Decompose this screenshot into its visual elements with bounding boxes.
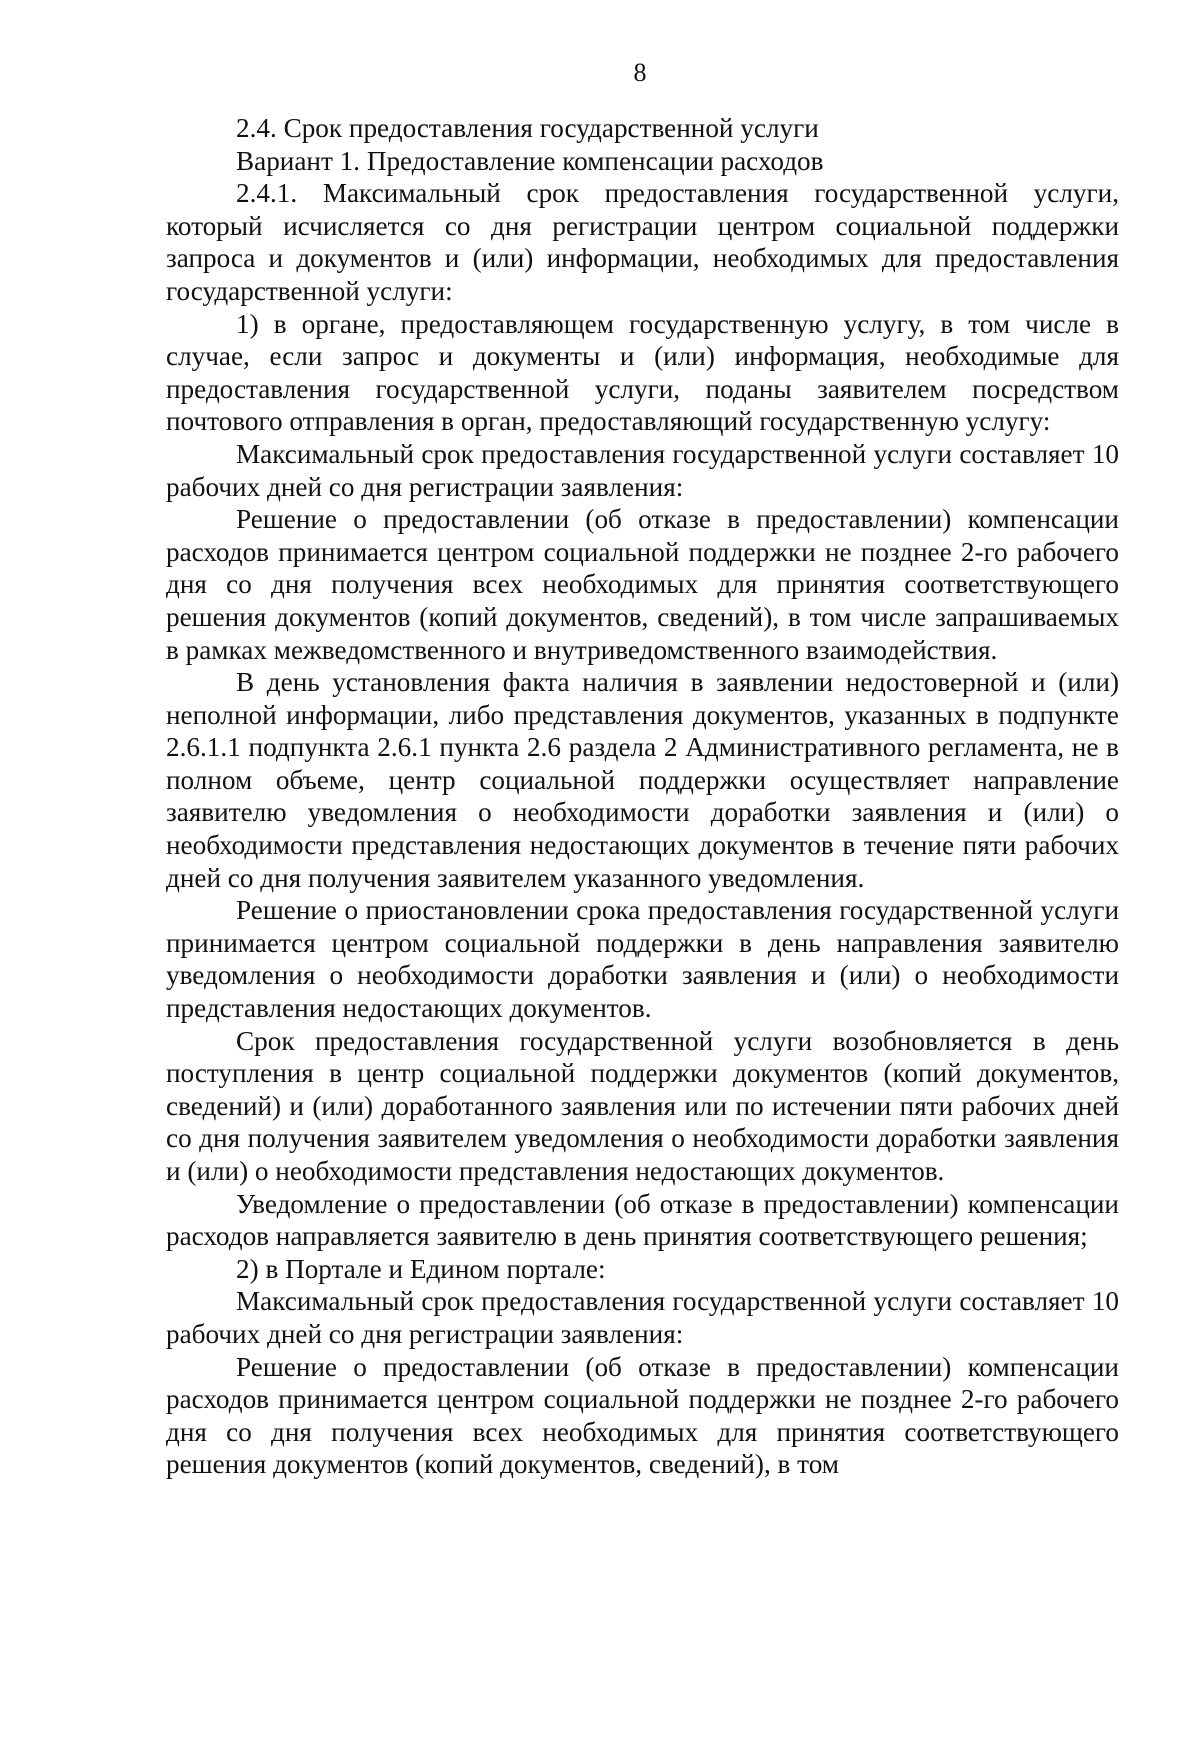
- paragraph-decision-2: Решение о предоставлении (об отказе в предоставлении) компенсации расходов принимается центром социальной поддержки не позднее 2-го рабочего дня со дня получения всех необходимых для принятия соответствующего решения документов (копий документов, сведений), в том: [166, 1351, 1119, 1480]
- document-body: [166, 112, 1119, 1481]
- section-heading: 2.4. Срок предоставления государственной услуги: [236, 113, 819, 143]
- paragraph-resumption: Срок предоставления государственной услуги возобновляется в день поступления в центр социальной поддержки документов (копий документов, сведений) и (или) доработанного заявления или по истечении пяти рабочих дней со дня получения заявителем уведомления о необходимости доработки заявления и (или) о необходимости представления недостающих документов.: [166, 1025, 1119, 1186]
- paragraph-max-term-1: Максимальный срок предоставления государственной услуги составляет 10 рабочих дней со дня регистрации заявления:: [166, 438, 1119, 502]
- paragraph-max-term-2: Максимальный срок предоставления государственной услуги составляет 10 рабочих дней со дня регистрации заявления:: [166, 1286, 1119, 1349]
- paragraph-incomplete-info: В день установления факта наличия в заявлении недостоверной и (или) неполной информации, либо представления документов, указанных в подпункте 2.6.1.1 подпункта 2.6.1 пункта 2.6 раздела 2 Административного регламента, не в полном объеме, центр социальной поддержки осуществляет направление заявителю уведомления о необходимости доработки заявления и (или) о необходимости представления недостающих документов в течение пяти рабочих дней со дня получения заявителем указанного уведомления.: [166, 667, 1119, 893]
- paragraph-2-4-1: 2.4.1. Максимальный срок предоставления государственной услуги, который исчисляется со дня регистрации центром социальной поддержки запроса и документов и (или) информации, необходимых для предоставления государственной услуги:: [166, 178, 1119, 306]
- paragraph-notification: Уведомление о предоставлении (об отказе в предоставлении) компенсации расходов направляется заявителю в день принятия соответствующего решения;: [166, 1188, 1119, 1252]
- paragraph-decision-1: Решение о предоставлении (об отказе в предоставлении) компенсации расходов принимается центром социальной поддержки не позднее 2-го рабочего дня со дня получения всех необходимых для принятия соответствующего решения документов (копий документов, сведений), в том числе запрашиваемых в рамках межведомственного и внутриведомственного взаимодействия.: [166, 504, 1119, 665]
- paragraph-item-2: 2) в Портале и Едином портале:: [236, 1253, 606, 1284]
- variant-heading: Вариант 1. Предоставление компенсации расходов: [236, 145, 824, 176]
- paragraph-item-1: 1) в органе, предоставляющем государственную услугу, в том числе в случае, если запрос и документы и (или) информация, необходимые для предоставления государственной услуги, поданы заявителем посредством почтового отправления в орган, предоставляющий государственную услугу:: [166, 308, 1119, 437]
- page-number: 8: [633, 58, 647, 87]
- paragraph-suspension: Решение о приостановлении срока предоставления государственной услуги принимается центром социальной поддержки в день направления заявителю уведомления о необходимости доработки заявления и (или) о необходимости представления недостающих документов.: [166, 895, 1119, 1024]
